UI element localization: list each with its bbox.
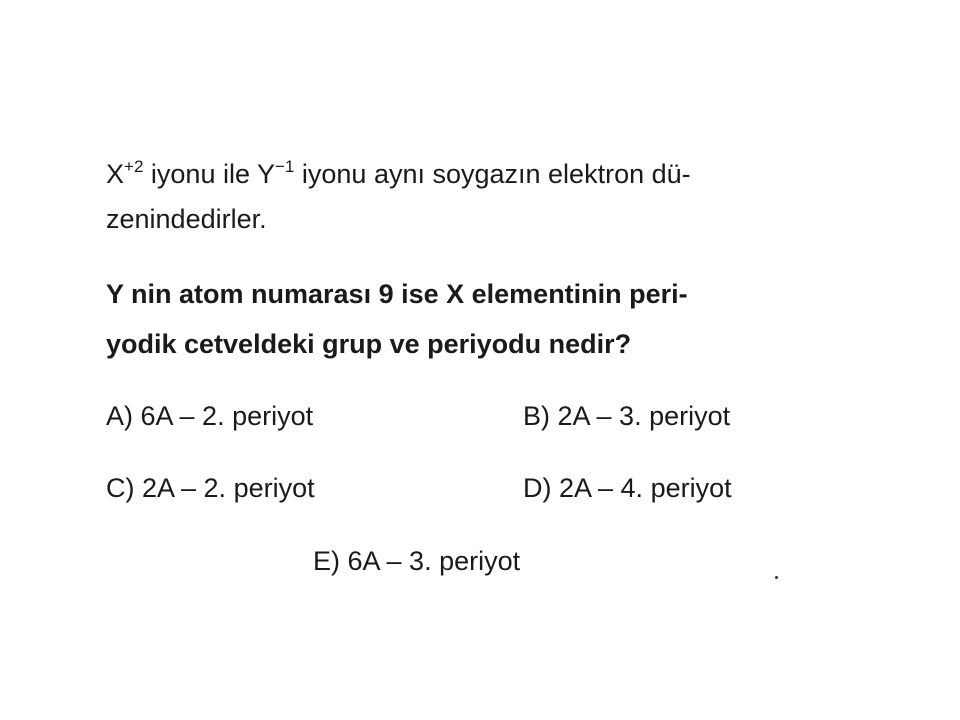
- option-d[interactable]: D) 2A – 4. periyot: [523, 473, 732, 503]
- intro-line-2: zenindedirler.: [106, 204, 267, 234]
- prompt-line-2: yodik cetveldeki grup ve periyodu nedir?: [106, 329, 632, 359]
- x-charge: +2: [124, 157, 144, 176]
- scan-speck: [775, 576, 778, 579]
- intro-line-1: [106, 158, 691, 194]
- x-symbol: X: [106, 159, 125, 189]
- intro-text-part-1: iyonu ile Y: [143, 159, 275, 189]
- option-c[interactable]: C) 2A – 2. periyot: [106, 473, 315, 503]
- y-charge: −1: [275, 157, 295, 176]
- intro-text-part-2: iyonu aynı soygazın elektron dü-: [294, 159, 691, 189]
- prompt-line-1: Y nin atom numarası 9 ise X elementinin peri-: [106, 279, 688, 309]
- option-a[interactable]: A) 6A – 2. periyot: [106, 401, 314, 431]
- option-b[interactable]: B) 2A – 3. periyot: [523, 401, 731, 431]
- option-e[interactable]: E) 6A – 3. periyot: [313, 546, 521, 576]
